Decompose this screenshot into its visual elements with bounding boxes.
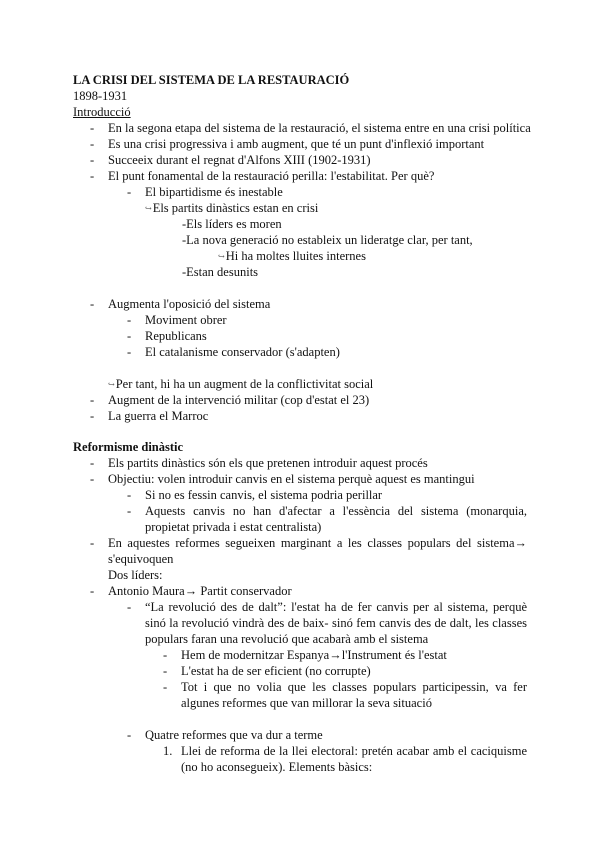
bullet-dash: -	[90, 584, 95, 598]
intro-heading: Introducció	[73, 105, 131, 119]
bullet-dash: -	[90, 153, 95, 167]
list-item: El bipartidisme és inestable	[145, 185, 283, 199]
bullet-dash: -	[163, 664, 168, 678]
bullet-dash: -	[127, 345, 132, 359]
bullet-dash: -	[127, 313, 132, 327]
bullet-dash: -	[90, 456, 95, 470]
bullet-dash: -	[127, 329, 132, 343]
list-item: ↪Hi ha moltes lluites internes	[218, 249, 366, 263]
list-item: Si no es fessin canvis, el sistema podria perillar	[145, 488, 383, 502]
list-item: El punt fonamental de la restauració perilla: l'estabilitat. Per què?	[108, 169, 435, 183]
bullet-dash: -	[90, 409, 95, 423]
list-item: Es una crisi progressiva i amb augment, que té un punt d'inflexió important	[108, 137, 485, 151]
list-item: -La nova generació no estableix un lideratge clar, per tant,	[182, 233, 473, 247]
list-item: Succeeix durant el regnat d'Alfons XIII (1902-1931)	[108, 153, 371, 167]
list-item: Objectiu: volen introduir canvis en el sistema perquè aquest es mantingui	[108, 472, 475, 486]
list-item: Llei de reforma de la llei electoral: pretén acabar amb el caciquisme (no ho aconsegueix). Elements bàsics:	[181, 744, 527, 774]
document-title: LA CRISI DEL SISTEMA DE LA RESTAURACIÓ	[73, 73, 350, 87]
list-item: Antonio Maura→ Partit conservador	[108, 584, 292, 598]
bullet-dash: -	[127, 488, 132, 502]
list-item: “La revolució des de dalt”: l'estat ha de fer canvis per al sistema, perquè sinó la revolució vindrà des de baix- sinó fem canvis des de dalt, les classes populars faran una revolució que acabarà amb el sistema	[145, 600, 527, 646]
bullet-dash: -	[90, 297, 95, 311]
list-item: En la segona etapa del sistema de la restauració, el sistema entre en una crisi política	[108, 121, 531, 135]
list-item: ↪Per tant, hi ha un augment de la conflictivitat social	[108, 377, 374, 391]
list-item: L'estat ha de ser eficient (no corrupte)	[181, 664, 371, 678]
bullet-dash: -	[90, 137, 95, 151]
section-heading: Reformisme dinàstic	[73, 440, 184, 454]
bullet-dash: -	[90, 121, 95, 135]
list-number: 1.	[163, 744, 173, 758]
bullet-dash: -	[163, 648, 168, 662]
list-item: -Els líders es moren	[182, 217, 282, 231]
bullet-dash: -	[90, 472, 95, 486]
bullet-dash: -	[127, 185, 132, 199]
list-item: En aquestes reformes segueixen marginant a les classes populars del sistema→ s'equivoquen	[108, 536, 527, 566]
list-item: Augment de la intervenció militar (cop d'estat el 23)	[108, 393, 370, 407]
hook-arrow-icon: ↪	[145, 204, 152, 213]
list-item: Hem de modernitzar Espanya→l'Instrument és l'estat	[181, 648, 447, 662]
hook-arrow-icon: ↪	[218, 252, 225, 261]
list-item: Els partits dinàstics són els que pretenen introduir aquest procés	[108, 456, 428, 470]
list-item: Aquests canvis no han d'afectar a l'essència del sistema (monarquia, propietat privada i estat centralista)	[145, 504, 527, 534]
list-item: -Estan desunits	[182, 265, 259, 279]
list-item: Republicans	[145, 329, 207, 343]
bullet-dash: -	[90, 393, 95, 407]
bullet-dash: -	[163, 680, 168, 694]
list-item: ↪Els partits dinàstics estan en crisi	[145, 201, 319, 215]
list-item: La guerra el Marroc	[108, 409, 209, 423]
list-item: El catalanisme conservador (s'adapten)	[145, 345, 340, 359]
list-item: Dos líders:	[108, 568, 163, 582]
list-item: Moviment obrer	[145, 313, 227, 327]
bullet-dash: -	[127, 728, 132, 742]
bullet-dash: -	[90, 536, 95, 550]
list-item: Augmenta l'oposició del sistema	[108, 297, 271, 311]
list-item: Tot i que no volia que les classes populars participessin, va fer algunes reformes que van millorar la seva situació	[181, 680, 527, 710]
bullet-dash: -	[90, 169, 95, 183]
list-item: Quatre reformes que va dur a terme	[145, 728, 323, 742]
bullet-dash: -	[127, 504, 132, 518]
date-range: 1898-1931	[73, 89, 128, 103]
hook-arrow-icon: ↪	[108, 380, 115, 389]
bullet-dash: -	[127, 600, 132, 614]
